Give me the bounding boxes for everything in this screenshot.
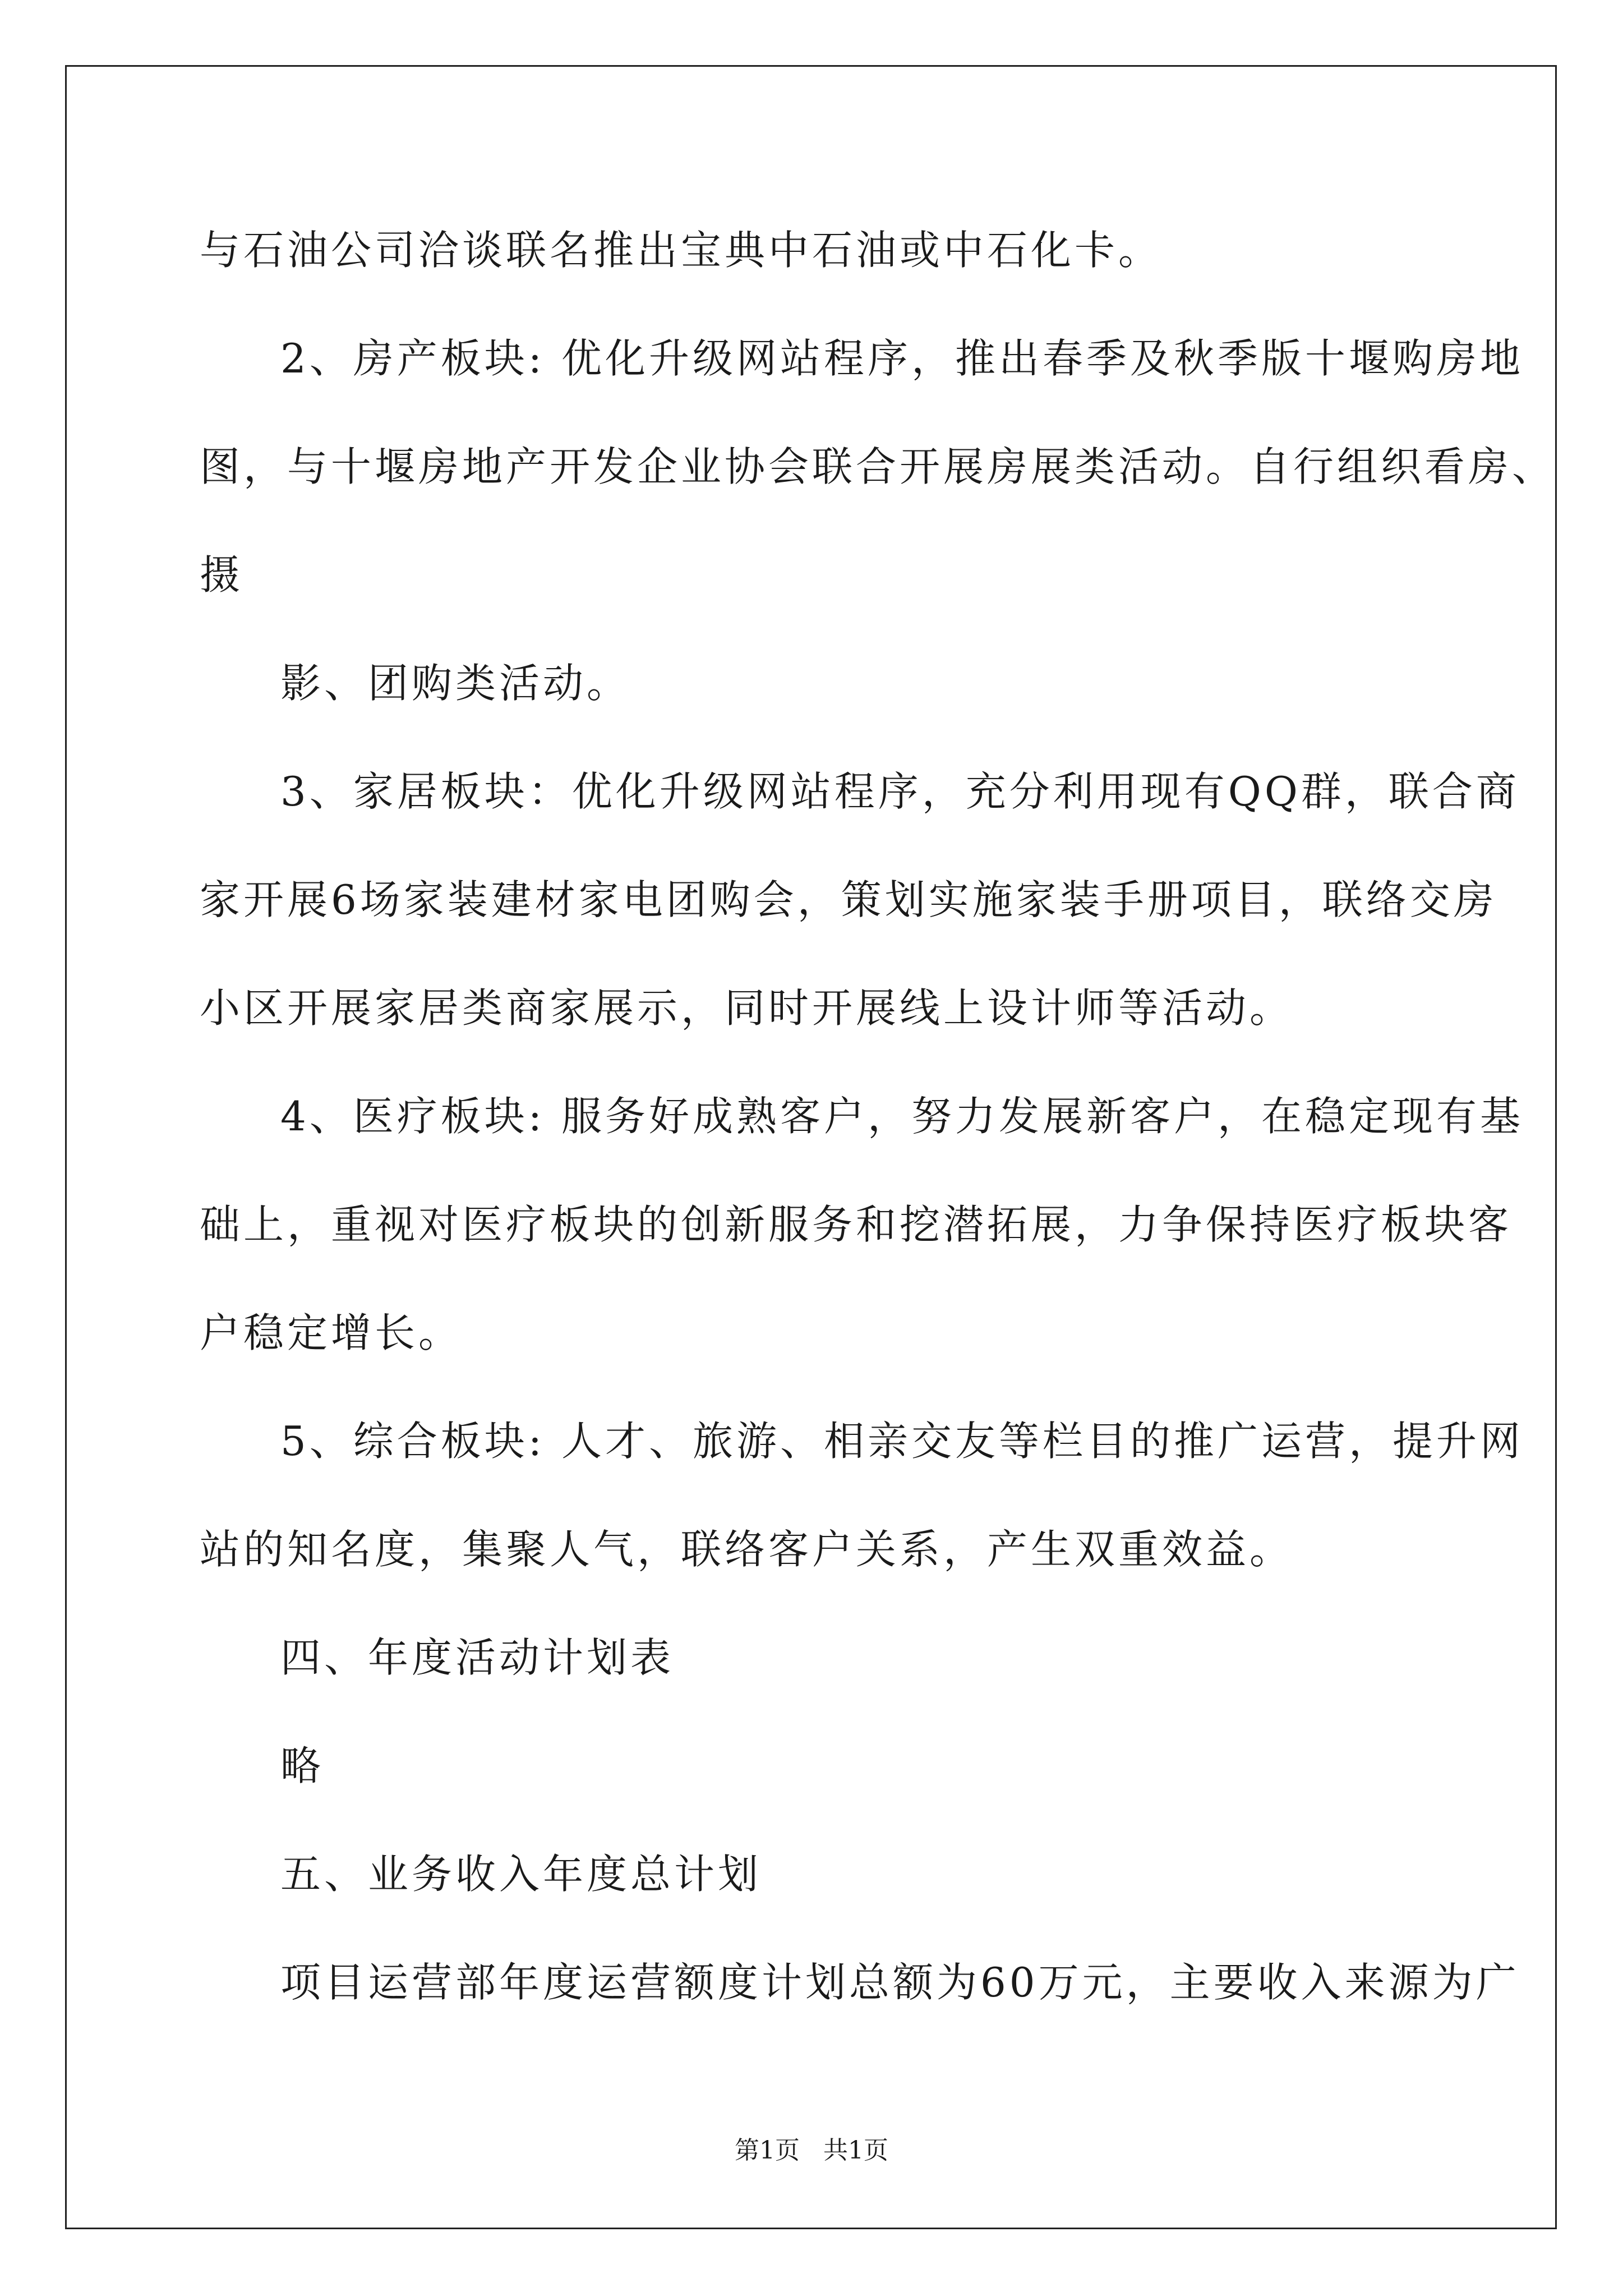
text-line-7: 家开展6场家装建材家电团购会，策划实施家装手册项目，联络交房 bbox=[200, 876, 1497, 923]
text-line-10: 础上，重视对医疗板块的创新服务和挖潜拓展，力争保持医疗板块客 bbox=[200, 1201, 1513, 1248]
text-line-17: 项目运营部年度运营额度计划总额为60万元，主要收入来源为广 bbox=[280, 1959, 1520, 2006]
text-line-4: 摄 bbox=[200, 551, 244, 599]
text-line-9: 4、医疗板块: 服务好成熟客户，努力发展新客户，在稳定现有基 bbox=[280, 1093, 1524, 1140]
text-line-1: 与石油公司洽谈联名推出宝典中石油或中石化卡。 bbox=[200, 227, 1163, 274]
text-line-14: 四、年度活动计划表 bbox=[280, 1634, 675, 1681]
text-line-12: 5、综合板块: 人才、旅游、相亲交友等栏目的推广运营，提升网 bbox=[280, 1418, 1524, 1465]
page-border bbox=[65, 65, 1557, 2229]
text-line-8: 小区开展家居类商家展示，同时开展线上设计师等活动。 bbox=[200, 984, 1294, 1032]
text-line-6: 3、家居板块：优化升级网站程序，充分利用现有QQ群，联合商 bbox=[280, 768, 1520, 815]
text-line-5: 影、团购类活动。 bbox=[280, 660, 631, 707]
text-line-2: 2、房产板块: 优化升级网站程序，推出春季及秋季版十堰购房地 bbox=[280, 335, 1524, 382]
text-line-13: 站的知名度，集聚人气，联络客户关系，产生双重效益。 bbox=[200, 1526, 1294, 1573]
text-line-16: 五、业务收入年度总计划 bbox=[280, 1851, 762, 1898]
page-footer: 第1页 共1页 bbox=[735, 2136, 888, 2165]
text-line-15: 略 bbox=[280, 1742, 325, 1789]
text-line-3: 图，与十堰房地产开发企业协会联合开展房展类活动。自行组织看房、 bbox=[200, 443, 1556, 490]
text-line-11: 户稳定增长。 bbox=[200, 1309, 463, 1356]
